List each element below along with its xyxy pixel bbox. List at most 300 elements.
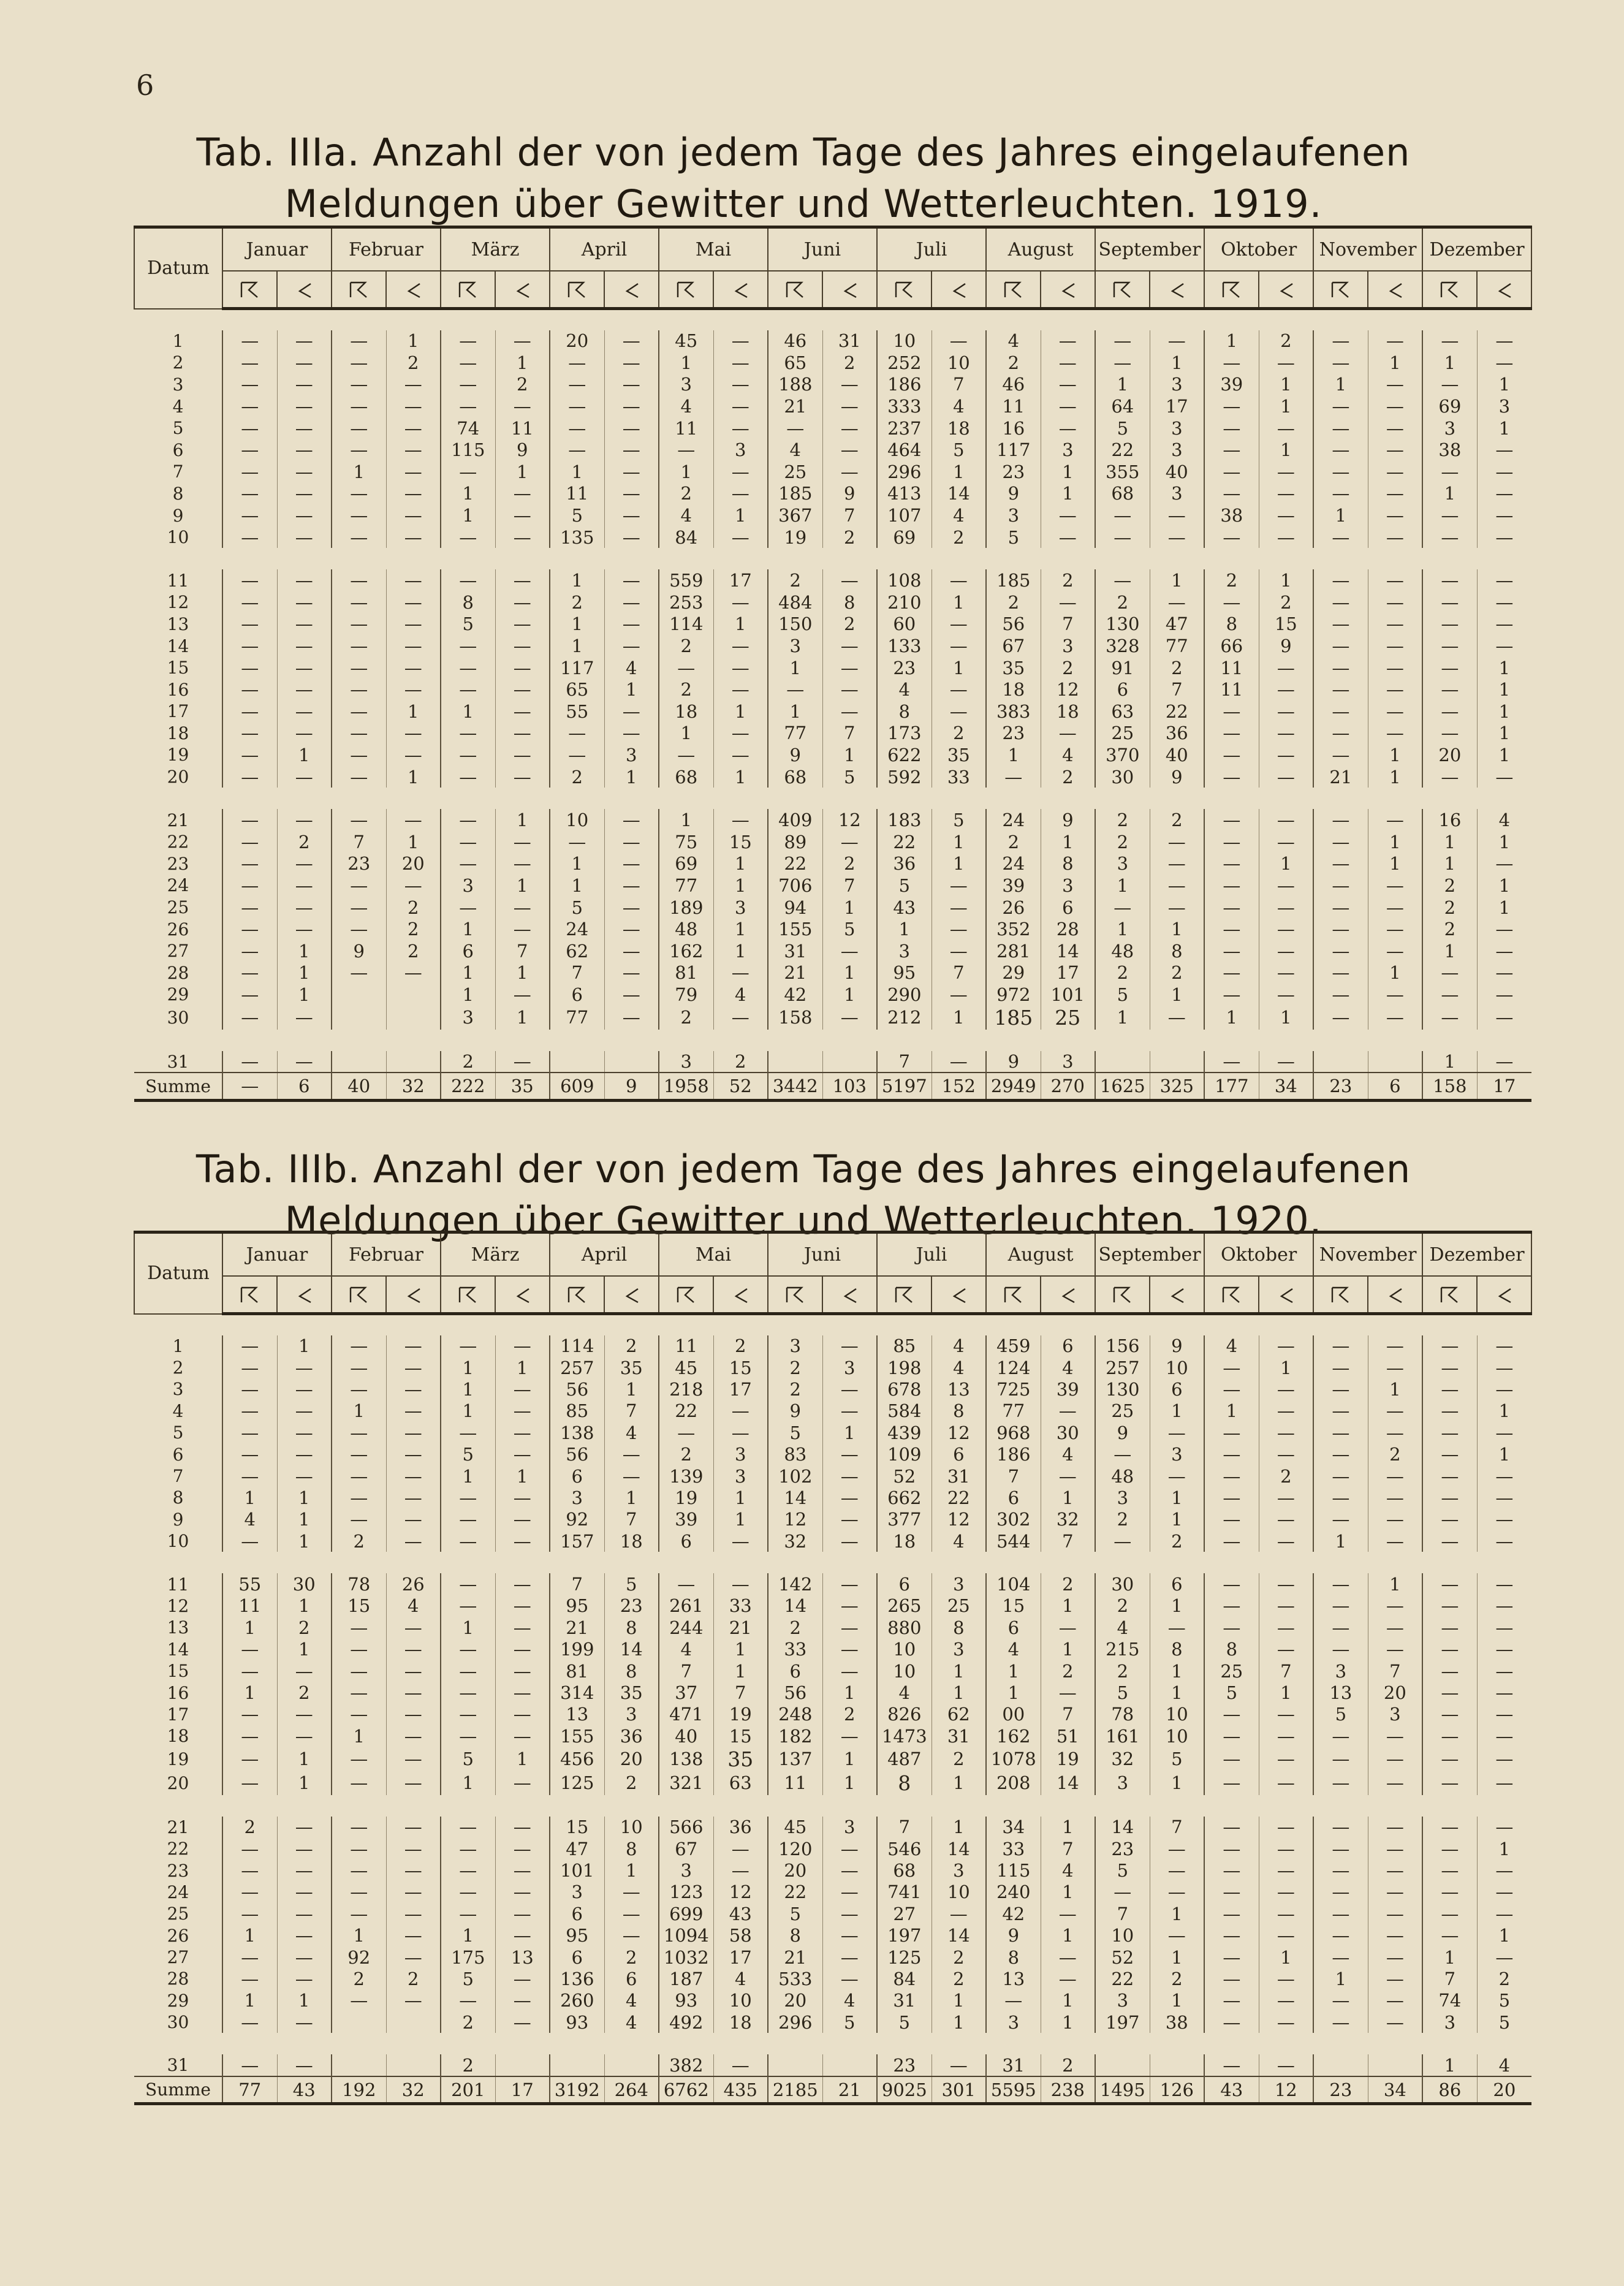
- count-cell: 5: [986, 526, 1041, 549]
- day-cell: 25: [167, 897, 189, 918]
- count-cell: —: [822, 1838, 877, 1859]
- count-cell: 21: [713, 1617, 768, 1638]
- count-cell: 3: [986, 2011, 1041, 2033]
- count-cell: —: [332, 657, 386, 679]
- count-cell: —: [1259, 809, 1313, 831]
- count-cell: 10: [1150, 1725, 1204, 1747]
- count-cell: —: [713, 1006, 768, 1030]
- day-cell: 7: [172, 1466, 184, 1487]
- count-cell: 8: [1150, 1639, 1204, 1660]
- count-cell: —: [1368, 809, 1422, 831]
- count-cell: —: [1477, 1509, 1531, 1530]
- count-cell: —: [277, 613, 332, 636]
- count-cell: —: [1422, 1704, 1477, 1725]
- count-cell: —: [659, 1573, 713, 1595]
- count-cell: 23: [877, 2054, 932, 2076]
- count-cell: —: [1368, 1771, 1422, 1795]
- count-cell: —: [1313, 657, 1368, 679]
- count-cell: —: [1477, 853, 1531, 875]
- count-cell: —: [277, 1378, 332, 1400]
- count-cell: 1: [932, 2011, 986, 2033]
- count-cell: 2: [1095, 1509, 1150, 1530]
- count-cell: —: [1422, 1882, 1477, 1903]
- count-cell: 1: [1259, 1006, 1313, 1030]
- count-cell: —: [604, 395, 659, 417]
- table-row: [134, 591, 1531, 613]
- count-cell: —: [495, 1882, 550, 1903]
- count-cell: —: [1204, 1859, 1259, 1881]
- count-cell: 137: [768, 1747, 822, 1771]
- count-cell: —: [1477, 352, 1531, 374]
- count-cell: —: [1313, 526, 1368, 549]
- count-cell: —: [822, 1378, 877, 1400]
- count-cell: —: [1259, 1882, 1313, 1903]
- count-cell: —: [822, 1882, 877, 1903]
- count-cell: 75: [659, 831, 713, 853]
- count-cell: 46: [768, 330, 822, 352]
- count-cell: —: [932, 918, 986, 940]
- count-cell: —: [222, 352, 277, 374]
- count-cell: 1: [1259, 395, 1313, 417]
- count-cell: —: [1313, 395, 1368, 417]
- count-cell: 185: [986, 1006, 1041, 1030]
- month-header: Oktober: [1204, 227, 1313, 272]
- count-cell: 1: [1313, 1530, 1368, 1552]
- count-cell: —: [386, 744, 441, 766]
- count-cell: [1313, 1051, 1368, 1073]
- count-cell: 6: [550, 1946, 604, 1968]
- count-cell: —: [1422, 657, 1477, 679]
- count-cell: —: [441, 723, 495, 745]
- count-cell: 5: [441, 613, 495, 636]
- count-cell: 1: [1422, 352, 1477, 374]
- count-cell: —: [1368, 504, 1422, 526]
- count-cell: 21: [768, 395, 822, 417]
- thunderstorm-symbol-icon: [238, 1284, 262, 1306]
- count-cell: —: [1259, 657, 1313, 679]
- count-cell: 1: [1150, 984, 1204, 1006]
- month-header: Januar: [222, 1232, 332, 1277]
- count-cell: 186: [986, 1443, 1041, 1465]
- count-cell: —: [332, 504, 386, 526]
- count-cell: —: [222, 1771, 277, 1795]
- count-cell: 16: [1422, 809, 1477, 831]
- count-cell: —: [1204, 1530, 1259, 1552]
- count-cell: 1: [713, 613, 768, 636]
- count-cell: 13: [550, 1704, 604, 1725]
- thunderstorm-column-header: [659, 271, 713, 309]
- count-cell: 15: [332, 1595, 386, 1617]
- count-cell: 4: [386, 1595, 441, 1617]
- table-row: [134, 962, 1531, 984]
- count-cell: —: [1204, 1573, 1259, 1595]
- count-cell: 1: [713, 1509, 768, 1530]
- count-cell: 9: [495, 439, 550, 461]
- count-cell: 741: [877, 1882, 932, 1903]
- count-cell: 23: [604, 1595, 659, 1617]
- count-cell: 1: [277, 1595, 332, 1617]
- count-cell: 109: [877, 1443, 932, 1465]
- count-cell: —: [222, 1465, 277, 1487]
- count-cell: —: [1150, 1422, 1204, 1443]
- sheet-lightning-column-header: [1041, 271, 1095, 309]
- count-cell: 6: [441, 940, 495, 962]
- count-cell: 1: [441, 1378, 495, 1400]
- count-cell: —: [495, 613, 550, 636]
- count-cell: —: [822, 1617, 877, 1638]
- count-cell: —: [932, 613, 986, 636]
- count-cell: —: [277, 330, 332, 352]
- count-cell: 2: [713, 1051, 768, 1073]
- count-cell: 9: [768, 1400, 822, 1422]
- count-cell: 584: [877, 1400, 932, 1422]
- count-cell: —: [277, 1465, 332, 1487]
- count-cell: —: [1422, 1357, 1477, 1378]
- count-cell: 40: [1150, 461, 1204, 483]
- count-cell: 1: [713, 875, 768, 897]
- count-cell: —: [1422, 1771, 1477, 1795]
- count-cell: —: [1259, 1859, 1313, 1881]
- count-cell: 7: [550, 962, 604, 984]
- count-cell: 5: [768, 1903, 822, 1924]
- count-cell: 2: [332, 1968, 386, 1989]
- count-cell: —: [932, 1903, 986, 1924]
- sum-cell: 34: [1368, 2076, 1422, 2104]
- count-cell: —: [1259, 744, 1313, 766]
- count-cell: —: [1150, 591, 1204, 613]
- count-cell: 24: [986, 809, 1041, 831]
- count-cell: —: [277, 766, 332, 788]
- count-cell: 2: [1041, 766, 1095, 788]
- count-cell: —: [1477, 1465, 1531, 1487]
- count-cell: —: [1150, 1882, 1204, 1903]
- count-cell: —: [713, 2054, 768, 2076]
- count-cell: —: [1095, 330, 1150, 352]
- count-cell: —: [495, 1725, 550, 1747]
- count-cell: 2: [1095, 1660, 1150, 1682]
- count-cell: 35: [604, 1357, 659, 1378]
- count-cell: 260: [550, 1990, 604, 2011]
- thunderstorm-symbol-icon: [783, 279, 808, 301]
- sum-cell: 1958: [659, 1073, 713, 1100]
- count-cell: 1: [495, 962, 550, 984]
- table-row: [134, 417, 1531, 439]
- count-cell: —: [1368, 374, 1422, 396]
- count-cell: —: [1477, 1725, 1531, 1747]
- count-cell: —: [386, 809, 441, 831]
- count-cell: —: [604, 635, 659, 657]
- count-cell: —: [1368, 1639, 1422, 1660]
- count-cell: 383: [986, 701, 1041, 723]
- count-cell: —: [1259, 1595, 1313, 1617]
- count-cell: 9: [986, 483, 1041, 505]
- month-header: September: [1095, 1232, 1204, 1277]
- count-cell: 2: [1095, 831, 1150, 853]
- count-cell: 1078: [986, 1747, 1041, 1771]
- count-cell: 35: [986, 657, 1041, 679]
- count-cell: 1: [713, 853, 768, 875]
- count-cell: 1: [932, 1990, 986, 2011]
- count-cell: 14: [1095, 1817, 1150, 1838]
- thunderstorm-column-header: [768, 1276, 822, 1314]
- table-row: [134, 897, 1531, 919]
- count-cell: —: [1313, 1747, 1368, 1771]
- table-row: [134, 1487, 1531, 1508]
- count-cell: 67: [986, 635, 1041, 657]
- count-cell: 2: [659, 483, 713, 505]
- count-cell: 15: [713, 1725, 768, 1747]
- count-cell: 14: [768, 1487, 822, 1508]
- count-cell: 352: [986, 918, 1041, 940]
- count-cell: —: [1313, 1639, 1368, 1660]
- count-cell: 4: [1477, 2054, 1531, 2076]
- count-cell: —: [822, 831, 877, 853]
- count-cell: 3: [713, 897, 768, 919]
- count-cell: —: [222, 526, 277, 549]
- count-cell: 492: [659, 2011, 713, 2033]
- count-cell: 2: [1150, 1968, 1204, 1989]
- count-cell: —: [1477, 1335, 1531, 1357]
- count-cell: 142: [768, 1573, 822, 1595]
- count-cell: —: [277, 635, 332, 657]
- count-cell: 5: [441, 1747, 495, 1771]
- count-cell: —: [1041, 395, 1095, 417]
- count-cell: —: [332, 374, 386, 396]
- count-cell: 161: [1095, 1725, 1150, 1747]
- count-cell: —: [1204, 1946, 1259, 1968]
- sum-cell: 77: [222, 2076, 277, 2104]
- count-cell: 1: [1150, 352, 1204, 374]
- sheet-lightning-symbol-icon: [838, 1284, 862, 1306]
- count-cell: 5: [822, 766, 877, 788]
- count-cell: 2: [1041, 657, 1095, 679]
- count-cell: 14: [768, 1595, 822, 1617]
- day-cell: 30: [167, 2012, 189, 2033]
- table-row: [134, 439, 1531, 461]
- count-cell: —: [495, 395, 550, 417]
- count-cell: 17: [713, 1378, 768, 1400]
- count-cell: 1: [1422, 940, 1477, 962]
- count-cell: 5: [1477, 1990, 1531, 2011]
- count-cell: 4: [932, 395, 986, 417]
- count-cell: —: [222, 1378, 277, 1400]
- count-cell: 1: [1150, 1595, 1204, 1617]
- count-cell: —: [386, 504, 441, 526]
- count-cell: —: [386, 439, 441, 461]
- count-cell: 20: [768, 1990, 822, 2011]
- table-row: [134, 395, 1531, 417]
- count-cell: 150: [768, 613, 822, 636]
- count-cell: 7: [1095, 1903, 1150, 1924]
- count-cell: —: [822, 1509, 877, 1530]
- count-cell: 487: [877, 1747, 932, 1771]
- count-cell: —: [495, 1617, 550, 1638]
- count-cell: —: [441, 744, 495, 766]
- count-cell: —: [222, 591, 277, 613]
- table-row: [134, 1682, 1531, 1703]
- count-cell: —: [222, 1400, 277, 1422]
- count-cell: —: [1259, 1817, 1313, 1838]
- count-cell: —: [441, 1817, 495, 1838]
- count-cell: —: [604, 417, 659, 439]
- count-cell: 183: [877, 809, 932, 831]
- count-cell: 3: [1368, 1704, 1422, 1725]
- month-header: März: [441, 227, 550, 272]
- count-cell: 69: [1422, 395, 1477, 417]
- count-cell: 42: [986, 1903, 1041, 1924]
- count-cell: —: [386, 395, 441, 417]
- count-cell: —: [1041, 723, 1095, 745]
- day-cell: 4: [172, 1400, 184, 1421]
- sheet-lightning-column-header: [604, 1276, 659, 1314]
- count-cell: 36: [713, 1817, 768, 1838]
- count-cell: 1: [550, 875, 604, 897]
- count-cell: —: [1477, 461, 1531, 483]
- count-cell: —: [1368, 678, 1422, 701]
- count-cell: 8: [986, 1946, 1041, 1968]
- count-cell: —: [277, 526, 332, 549]
- count-cell: 10: [1150, 1704, 1204, 1725]
- count-cell: —: [222, 1725, 277, 1747]
- count-cell: 377: [877, 1509, 932, 1530]
- table-row: [134, 352, 1531, 374]
- table-1920: [134, 1231, 1532, 2110]
- count-cell: 1: [1041, 831, 1095, 853]
- sheet-lightning-column-header: [386, 1276, 441, 1314]
- count-cell: —: [1259, 2011, 1313, 2033]
- sum-row: [134, 1073, 1531, 1100]
- table-row: [134, 1595, 1531, 1617]
- count-cell: 114: [550, 1335, 604, 1357]
- count-cell: 11: [495, 417, 550, 439]
- count-cell: 1: [1368, 766, 1422, 788]
- count-cell: —: [441, 1725, 495, 1747]
- sheet-lightning-symbol-icon: [838, 279, 862, 301]
- count-cell: —: [495, 1771, 550, 1795]
- count-cell: —: [277, 657, 332, 679]
- count-cell: —: [222, 483, 277, 505]
- count-cell: —: [1259, 1378, 1313, 1400]
- count-cell: 6: [986, 1487, 1041, 1508]
- count-cell: —: [1150, 1838, 1204, 1859]
- count-cell: —: [1259, 1400, 1313, 1422]
- count-cell: 3: [604, 1704, 659, 1725]
- count-cell: —: [1368, 940, 1422, 962]
- count-cell: 114: [659, 613, 713, 636]
- count-cell: 31: [986, 2054, 1041, 2076]
- count-cell: —: [1313, 569, 1368, 591]
- count-cell: —: [495, 678, 550, 701]
- count-cell: —: [1422, 1400, 1477, 1422]
- count-cell: —: [1368, 897, 1422, 919]
- count-cell: —: [1041, 1617, 1095, 1638]
- day-cell: 27: [167, 941, 189, 962]
- month-header: Juni: [768, 1232, 877, 1277]
- count-cell: 11: [659, 1335, 713, 1357]
- count-cell: 52: [877, 1465, 932, 1487]
- count-cell: —: [1204, 962, 1259, 984]
- count-cell: —: [1204, 1357, 1259, 1378]
- count-cell: —: [1422, 1595, 1477, 1617]
- count-cell: 464: [877, 439, 932, 461]
- count-cell: 10: [877, 330, 932, 352]
- count-cell: [332, 1051, 386, 1073]
- count-cell: 2: [332, 1530, 386, 1552]
- count-cell: —: [386, 1682, 441, 1703]
- month-header: November: [1313, 1232, 1422, 1277]
- table-row: [134, 374, 1531, 396]
- table-row: [134, 1357, 1531, 1378]
- count-cell: —: [277, 918, 332, 940]
- month-header: Oktober: [1204, 1232, 1313, 1277]
- count-cell: —: [1422, 984, 1477, 1006]
- count-cell: 2: [441, 1051, 495, 1073]
- count-cell: —: [1477, 1573, 1531, 1595]
- count-cell: 63: [1095, 701, 1150, 723]
- thunderstorm-column-header: [1422, 1276, 1477, 1314]
- count-cell: 5: [1095, 1682, 1150, 1703]
- count-cell: 1: [713, 1639, 768, 1660]
- thunderstorm-symbol-icon: [1001, 1284, 1026, 1306]
- count-cell: —: [1204, 1487, 1259, 1508]
- day-cell: 6: [172, 1444, 184, 1465]
- count-cell: —: [222, 1882, 277, 1903]
- count-cell: —: [1041, 1682, 1095, 1703]
- count-cell: —: [1368, 1990, 1422, 2011]
- count-cell: 4: [713, 984, 768, 1006]
- count-cell: 18: [1041, 701, 1095, 723]
- count-cell: [386, 1006, 441, 1030]
- count-cell: 77: [659, 875, 713, 897]
- count-cell: 8: [932, 1617, 986, 1638]
- count-cell: 1: [332, 1400, 386, 1422]
- count-cell: 2: [822, 613, 877, 636]
- table-row: [134, 1639, 1531, 1660]
- count-cell: 35: [604, 1682, 659, 1703]
- count-cell: —: [386, 657, 441, 679]
- count-cell: 3: [659, 1051, 713, 1073]
- count-cell: —: [1477, 1006, 1531, 1030]
- sum-cell: 2949: [986, 1073, 1041, 1100]
- count-cell: —: [495, 569, 550, 591]
- count-cell: —: [822, 1924, 877, 1946]
- count-cell: 2: [659, 1443, 713, 1465]
- count-cell: —: [277, 1882, 332, 1903]
- count-cell: —: [1259, 2054, 1313, 2076]
- count-cell: 257: [1095, 1357, 1150, 1378]
- count-cell: —: [222, 940, 277, 962]
- count-cell: —: [713, 352, 768, 374]
- count-cell: 17: [713, 569, 768, 591]
- count-cell: —: [441, 897, 495, 919]
- count-cell: —: [277, 678, 332, 701]
- table-row: [134, 1838, 1531, 1859]
- count-cell: 15: [986, 1595, 1041, 1617]
- count-cell: —: [604, 1924, 659, 1946]
- count-cell: 2: [932, 1747, 986, 1771]
- count-cell: —: [495, 1838, 550, 1859]
- count-cell: 10: [713, 1990, 768, 2011]
- count-cell: —: [1477, 1747, 1531, 1771]
- count-cell: 162: [986, 1725, 1041, 1747]
- count-cell: —: [1368, 395, 1422, 417]
- sum-cell: 103: [822, 1073, 877, 1100]
- table-row: [134, 1990, 1531, 2011]
- count-cell: 1: [1368, 1573, 1422, 1595]
- table-row: [134, 1400, 1531, 1422]
- count-cell: —: [222, 417, 277, 439]
- count-cell: —: [495, 766, 550, 788]
